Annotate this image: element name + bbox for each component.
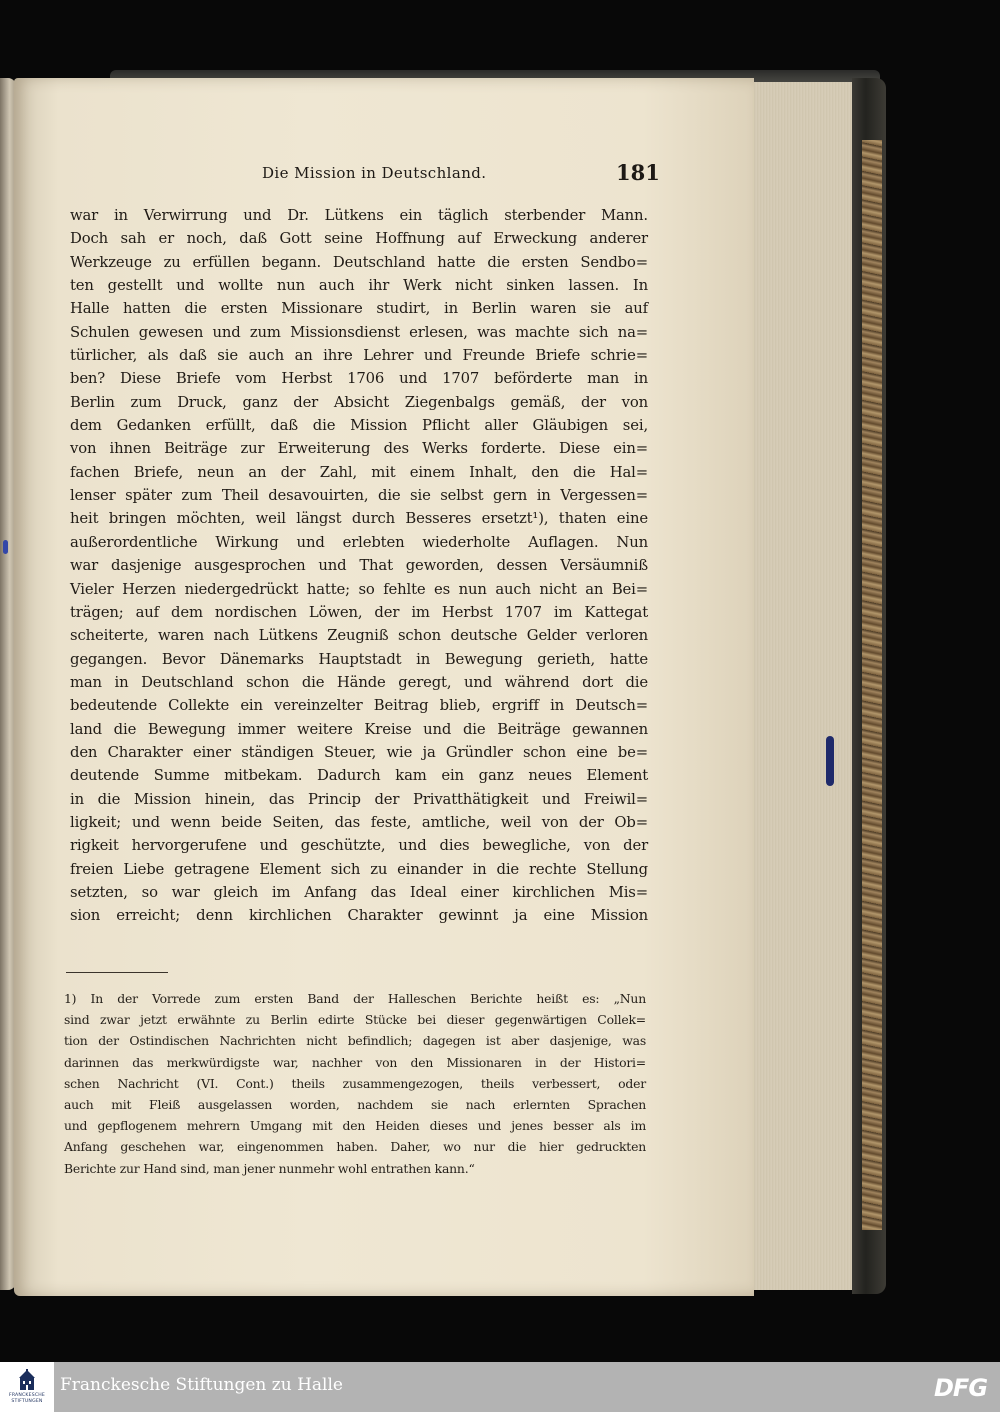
body-line: von ihnen Beiträge zur Erweiterung des Werks forderte. Diese ein=: [70, 440, 648, 458]
body-line: türlicher, als daß sie auch an ihre Lehrer und Freunde Briefe schrie=: [70, 347, 648, 365]
footnote-line: sind zwar jetzt erwähnte zu Berlin edirte Stücke bei dieser gegenwärtigen Collek=: [64, 1012, 646, 1028]
body-line: sion erreicht; denn kirchlichen Charakter gewinnt ja eine Mission: [70, 907, 648, 925]
body-line: gegangen. Bevor Dänemarks Hauptstadt in Bewegung gerieth, hatte: [70, 650, 648, 668]
footnote-rule: [66, 972, 168, 973]
logo-caption-line: STIFTUNGEN: [11, 1398, 43, 1404]
dfg-logo[interactable]: DFG: [934, 1374, 988, 1402]
body-line: scheiterte, waren nach Lütkens Zeugniß schon deutsche Gelder verloren: [70, 627, 648, 645]
body-line: setzten, so war gleich im Anfang das Ideal einer kirchlichen Mis=: [70, 883, 648, 901]
body-line: Halle hatten die ersten Missionare studirt, in Berlin waren sie auf: [70, 300, 648, 318]
body-line: war dasjenige ausgesprochen und That geworden, dessen Versäumniß: [70, 557, 648, 575]
body-line: trägen; auf dem nordischen Löwen, der im Herbst 1707 im Kattegat: [70, 603, 648, 621]
body-line: Vieler Herzen niedergedrückt hatte; so fehlte es nun auch nicht an Bei=: [70, 580, 648, 598]
body-line: außerordentliche Wirkung und erlebten wiederholte Auflagen. Nun: [70, 533, 648, 551]
orphanage-icon: [19, 1369, 35, 1391]
body-line: Berlin zum Druck, ganz der Absicht Ziegenbalgs gemäß, der von: [70, 393, 648, 411]
body-line: fachen Briefe, neun an der Zahl, mit einem Inhalt, den die Hal=: [70, 463, 648, 481]
footnote-line: auch mit Fleiß ausgelassen worden, nachdem sie nach erlernten Sprachen: [64, 1096, 646, 1112]
body-line: war in Verwirrung und Dr. Lütkens ein täglich sterbender Mann.: [70, 207, 648, 224]
footnote-line: darinnen das merkwürdigste war, nachher von den Missionaren in der Histori=: [64, 1054, 646, 1070]
institution-title[interactable]: Franckesche Stiftungen zu Halle: [60, 1375, 343, 1395]
footnote-line: Anfang geschehen war, eingenommen haben. Daher, wo nur die hier gedruckten: [64, 1139, 646, 1155]
logo-caption: [3, 1393, 51, 1404]
footer-bar: [0, 1362, 1000, 1412]
footnote-line: Berichte zur Hand sind, man jener nunmehr wohl entrathen kann.“: [64, 1160, 475, 1176]
page-number: 181: [616, 160, 660, 185]
body-line: bedeutende Collekte ein vereinzelter Beitrag blieb, ergriff in Deutsch=: [70, 697, 648, 715]
body-line: den Charakter einer ständigen Steuer, wie ja Gründler schon eine be=: [70, 743, 648, 761]
body-line: Doch sah er noch, daß Gott seine Hoffnung auf Erweckung anderer: [70, 230, 648, 248]
body-line: deutende Summe mitbekam. Dadurch kam ein ganz neues Element: [70, 767, 648, 785]
footnote: [64, 988, 646, 1179]
marbled-edge: [862, 140, 882, 1230]
body-line: ligkeit; und wenn beide Seiten, das feste, amtliche, weil von der Ob=: [70, 813, 648, 831]
footnote-line: und gepflogenem mehrern Umgang mit den Heiden dieses und jenes besser als im: [64, 1118, 646, 1134]
body-text: [70, 204, 648, 928]
body-line: dem Gedanken erfüllt, daß die Mission Pflicht aller Gläubigen sei,: [70, 417, 648, 435]
page-block-edges: [748, 82, 858, 1290]
body-line: freien Liebe getragene Element sich zu einander in die rechte Stellung: [70, 860, 648, 878]
body-line: ten gestellt und wollte nun auch ihr Werk nicht sinken lassen. In: [70, 277, 648, 295]
footnote-line: 1) In der Vorrede zum ersten Band der Halleschen Berichte heißt es: „Nun: [64, 991, 646, 1006]
margin-marker: [3, 540, 8, 554]
body-line: in die Mission hinein, das Princip der Privatthätigkeit und Freiwil=: [70, 790, 648, 808]
footnote-line: schen Nachricht (VI. Cont.) theils zusammengezogen, theils verbessert, oder: [64, 1075, 646, 1091]
running-head: Die Mission in Deutschland.: [262, 164, 487, 182]
body-line: rigkeit hervorgerufene und geschützte, und dies bewegliche, von der: [70, 837, 648, 855]
bookmark-ribbon: [826, 736, 834, 786]
body-line: Schulen gewesen und zum Missionsdienst erlesen, was machte sich na=: [70, 323, 648, 341]
body-line: heit bringen möchten, weil längst durch Besseres ersetzt¹), thaten eine: [70, 510, 648, 528]
body-line: man in Deutschland schon die Hände geregt, und während dort die: [70, 673, 648, 691]
body-line: land die Bewegung immer weitere Kreise und die Beiträge gewannen: [70, 720, 648, 738]
institution-logo[interactable]: [0, 1362, 54, 1412]
body-line: lenser später zum Theil desavouirten, die sie selbst gern in Vergessen=: [70, 487, 648, 505]
body-line: ben? Diese Briefe vom Herbst 1706 und 1707 beförderte man in: [70, 370, 648, 388]
footnote-line: tion der Ostindischen Nachrichten nicht befindlich; dagegen ist aber dasjenige, was: [64, 1033, 646, 1049]
body-line: Werkzeuge zu erfüllen begann. Deutschland hatte die ersten Sendbo=: [70, 253, 648, 271]
logo-caption-line: FRANCKESCHE: [8, 1393, 46, 1398]
